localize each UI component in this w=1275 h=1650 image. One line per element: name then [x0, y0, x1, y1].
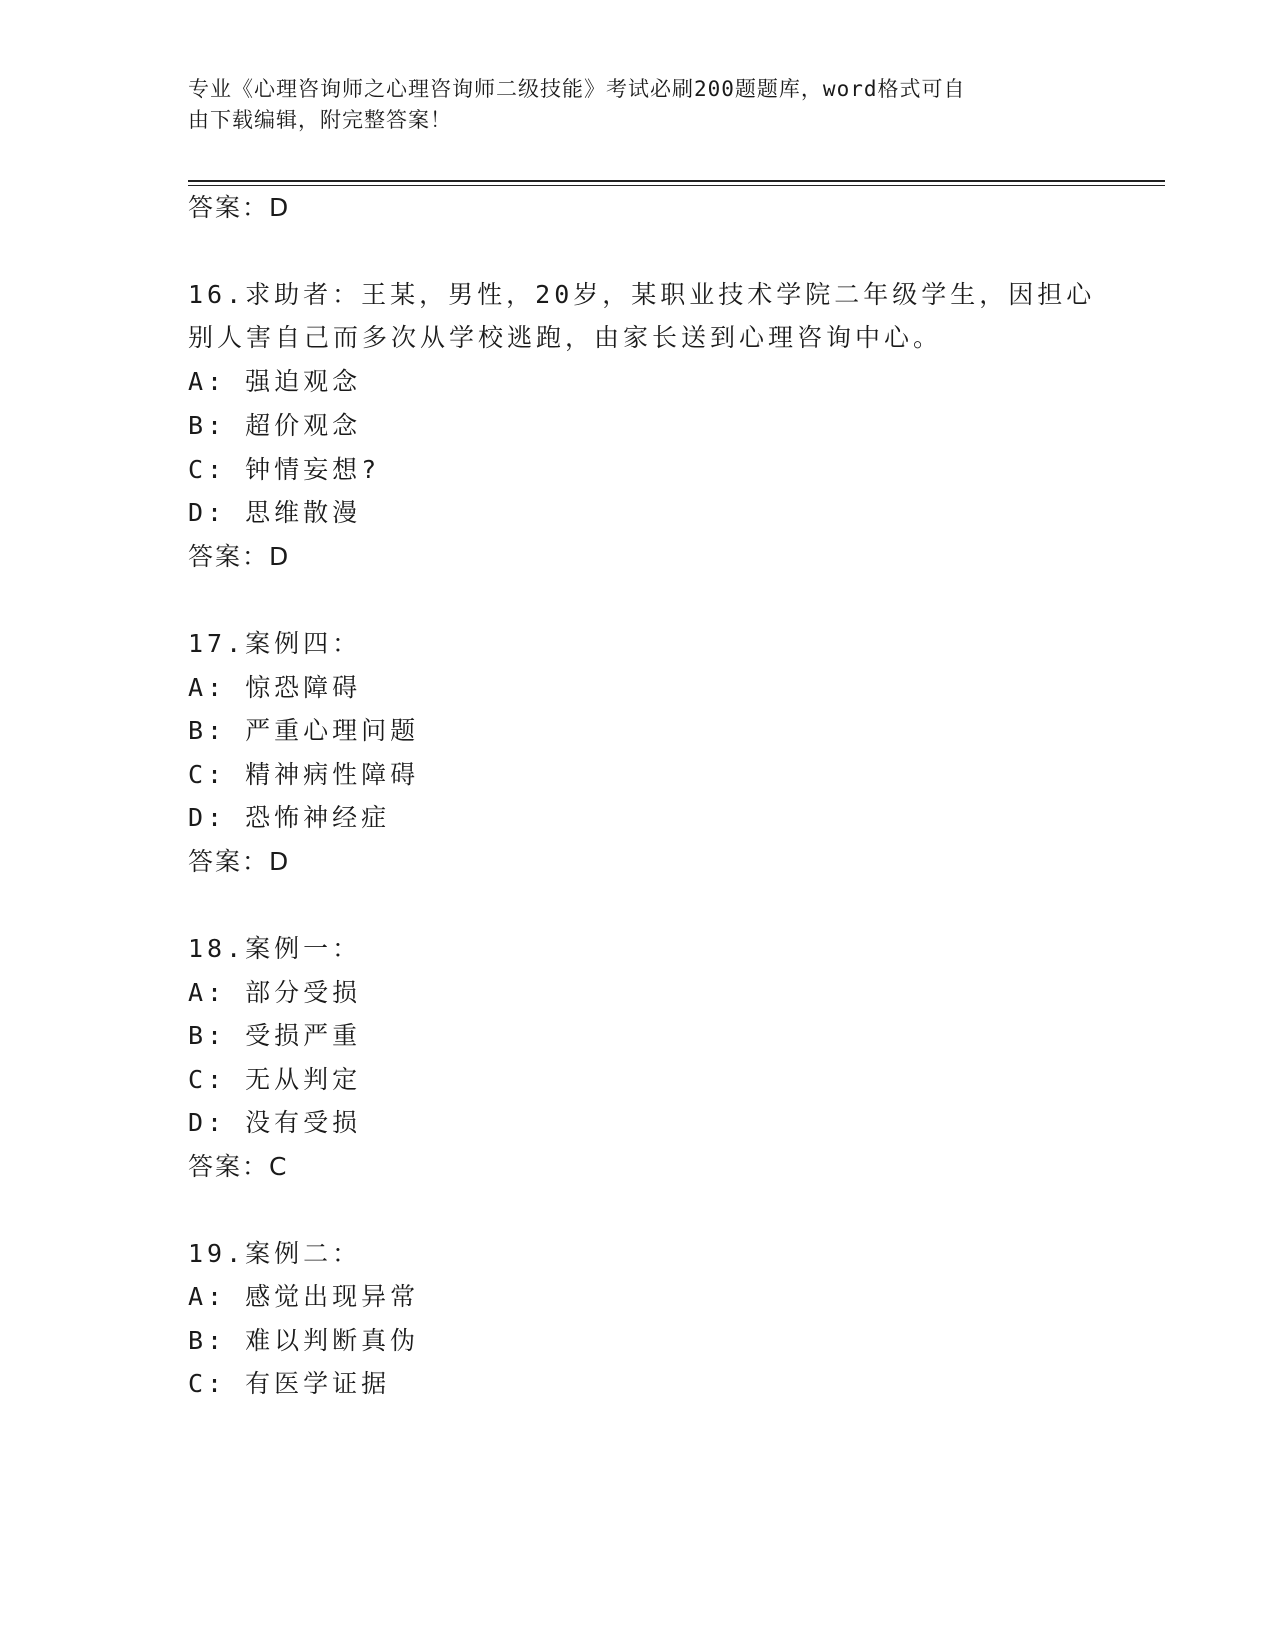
question-16-stem-line-2: 别人害自己而多次从学校逃跑，由家长送到心理咨询中心。	[188, 323, 943, 352]
question-18-option-c: C: 无从判定	[188, 1065, 362, 1094]
question-17-answer: 答案：D	[188, 847, 291, 876]
question-16-option-d: D: 思维散漫	[188, 498, 362, 527]
header-divider-thick	[188, 180, 1165, 182]
header-divider-thin	[188, 185, 1165, 186]
question-16-option-a: A: 强迫观念	[188, 367, 362, 396]
question-18-stem: 18.案例一：	[188, 934, 362, 963]
header-line-2: 由下载编辑，附完整答案！	[188, 108, 452, 132]
question-18-answer: 答案：C	[188, 1152, 289, 1181]
question-16-option-c: C: 钟情妄想?	[188, 455, 381, 484]
question-17-option-b: B: 严重心理问题	[188, 716, 420, 745]
question-17-option-a: A: 惊恐障碍	[188, 673, 362, 702]
question-19-option-c: C: 有医学证据	[188, 1369, 391, 1398]
answer-text: 答案：D	[188, 193, 291, 222]
question-17-stem: 17.案例四：	[188, 629, 362, 658]
question-19-option-a: A: 感觉出现异常	[188, 1282, 420, 1311]
question-18-option-b: B: 受损严重	[188, 1021, 362, 1050]
page-header	[188, 74, 1068, 136]
question-19-stem: 19.案例二：	[188, 1239, 362, 1268]
question-16-option-b: B: 超价观念	[188, 411, 362, 440]
question-18-option-a: A: 部分受损	[188, 978, 362, 1007]
question-19-option-b: B: 难以判断真伪	[188, 1326, 420, 1355]
question-16-answer: 答案：D	[188, 542, 291, 571]
question-16-stem-line-1: 16.求助者：王某，男性，20岁，某职业技术学院二年级学生，因担心	[188, 280, 1096, 309]
question-18-option-d: D: 没有受损	[188, 1108, 362, 1137]
header-line-1: 专业《心理咨询师之心理咨询师二级技能》考试必刷200题题库，word格式可自	[188, 77, 966, 101]
question-17-option-c: C: 精神病性障碍	[188, 760, 420, 789]
question-17-option-d: D: 恐怖神经症	[188, 803, 391, 832]
